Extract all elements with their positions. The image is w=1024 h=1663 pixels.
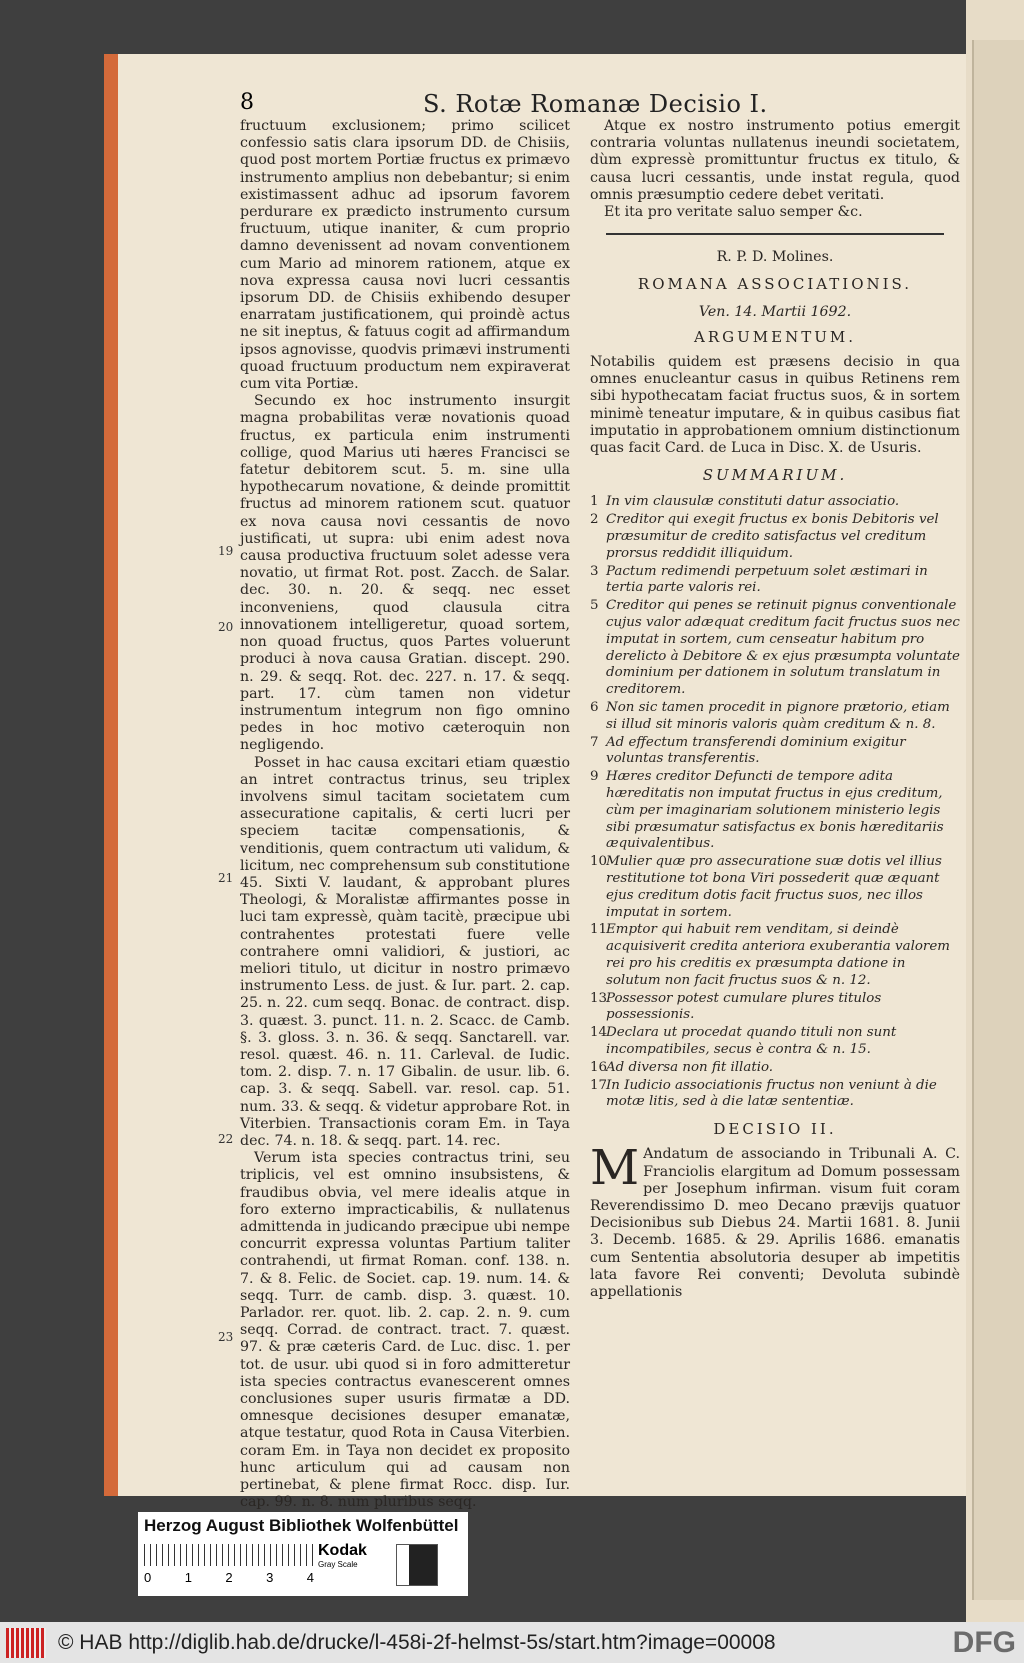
summarium-number: 2: [590, 512, 599, 528]
left-paragraph: Secundo ex hoc instrumento insurgit magna probabilitas veræ novationis quoad fructus, ex particula enim instrumenti collige, quod Marius uti hæres Francisci se fatetur debitorem scut. 5. m. sine ulla hypothecarum novatione, & deinde promittit fructus ad minorem rationem scut. quatuor ex nova causa novi cessantis de novo justificati, ut supra: ubi enim adest nova causa productiva fructuum solet adesse vera novatio, ut firmat Rot. post. Zacch. de Salar. dec. 30. n. 20. & seqq. nec esset inconveniens, quod clausula citra innovationem intelligeretur, quoad sortem, non quoad fructus, quos Partes voluerunt produci à nova causa Gratian. discept. 290. n. 29. & seqq. Rot. dec. 227. n. 17. & seqq. part. 17. cùm tamen non videtur instrumentum integrum non figo omnino pedes in hoc motivo cæteroquin non negligendo.: [240, 393, 570, 754]
section-rule: [606, 233, 944, 235]
summarium-item: [590, 735, 960, 769]
right-column: [590, 118, 960, 1301]
source-url[interactable]: © HAB http://diglib.hab.de/drucke/l-458i-2f-helmst-5s/start.htm?image=00008: [58, 1630, 776, 1654]
summarium-text: Pactum redimendi perpetuum solet æstimari in tertia parte valoris rei.: [606, 563, 928, 596]
summarium-item: [590, 494, 960, 511]
summarium-number: 13: [590, 990, 608, 1006]
ruler-number: 2: [225, 1570, 233, 1585]
library-name: Herzog August Bibliothek Wolfenbüttel: [144, 1516, 459, 1535]
summarium-text: Creditor qui exegit fructus ex bonis Debitoris vel præsumitur de credito satisfactus vel creditum prorsus reddidit illiquidum.: [606, 512, 939, 561]
left-column: [240, 118, 570, 1511]
summarium-text: Ad diversa non fit illatio.: [606, 1059, 774, 1075]
summarium-text: Non sic tamen procedit in pignore prætorio, etiam si illud sit minoris valoris quàm creditum & n. 8.: [606, 700, 950, 732]
summarium-item: [590, 1060, 960, 1077]
summarium-number: 14: [590, 1025, 608, 1041]
argumentum-heading: ARGUMENTUM.: [694, 327, 856, 346]
dfg-logo: DFG: [952, 1625, 1016, 1659]
document-page: [104, 54, 966, 1511]
scale-ruler: [144, 1544, 314, 1566]
judge-name: R. P. D. Molines.: [716, 249, 834, 266]
intro-paragraph: Atque ex nostro instrumento potius emergit contraria voluntas nullatenus ineundi societatem, dùm expressè promittuntur fructus ex titulo, & causa lucri cessantis, unde instat regula, quod omnis præsumptio cedere debet veritati.: [590, 118, 960, 203]
margin-number: 22: [218, 1132, 234, 1146]
gray-scale-patch: [396, 1544, 438, 1586]
argumentum-text: Notabilis quidem est præsens decisio in qua omnes enucleantur casus in quibus Retinens rem sibi hypothecatam faciat fructus suos, & in sortem minimè teneatur imputare, & in quibus casibus fiat imputatio in approbationem omnium distinctionum quas facit Card. de Luca in Disc. X. de Usuris.: [590, 354, 960, 457]
summarium-number: 3: [590, 563, 599, 579]
summarium-number: 1: [590, 494, 599, 510]
left-paragraph: fructuum exclusionem; primo scilicet confessio satis clara ipsorum DD. de Chisiis, quod post mortem Portiæ fructus ex primævo instrumento amplius non debebantur; si enim existimassent adhuc ad ipsorum favorem perdurare ex prædicto instrumento cursum fructuum, utique inaniter, & cum proprio damno devenissent ad novam conventionem cum Mario ad minorem rationem, atque ex nova expressa causa novi lucri cessantis ipsorum DD. de Chisiis exhibendo desuper enarratam justificationem, qui proindè actus ne sit ineptus, & fatuus cogit ad affirmandum ipsos agnovisse, quodvis primævi instrumenti quoad fructuum productum nem expiraverat cum vita Portiæ.: [240, 118, 570, 393]
summarium-item: [590, 700, 960, 734]
ruler-numbers: [144, 1570, 314, 1585]
page-number: 8: [240, 90, 254, 115]
summarium-heading: SUMMARIUM.: [702, 466, 848, 485]
summarium-number: 10: [590, 854, 608, 870]
margin-number: 20: [218, 620, 234, 634]
summarium-number: 17: [590, 1077, 608, 1093]
summarium-text: Creditor qui penes se retinuit pignus conventionale cujus valor adæquat creditum facit fructus suos nec imputat in sortem, cum censeatur habitum pro derelicto à Debitore & ex ejus præsumpta voluntate dominium per dationem in solutum translatum in creditorem.: [606, 598, 960, 698]
summarium-item: [590, 1025, 960, 1059]
left-paragraph: Verum ista species contractus trini, seu triplicis, vel est omnino insubsistens, & fraudibus obvia, vel mere idealis atque in foro externo impracticabilis, & nullatenus admittenda in judicando præcipue ubi nempe concurrit expressa voluntas Partium taliter contrahendi, ut firmat Roman. conf. 138. n. 7. & 8. Felic. de Societ. cap. 19. num. 14. & seqq. Turr. de camb. disp. 3. quæst. 10. Parlador. rer. quot. lib. 2. cap. 2. n. 9. cum seqq. Corrad. de contract. tract. 7. quæst. 97. & præ cæteris Card. de Luc. disc. 1. per tot. de usur. ubi quod si in foro admitteretur ista species contractus evanescerent omnes conclusiones super usuris firmatæ a DD. omnesque decisiones desuper emanatæ, atque testatur, quod Rota in Causa Viterbien. coram Em. in Taya non decidet ex proposito hunc articulum qui ad causam non pertinebat, & plene firmat Rocc. disp. Iur. cap. 99. n. 8. num pluribus seqq.: [240, 1150, 570, 1511]
summarium-text: Declara ut procedat quando tituli non sunt incompatibiles, secus è contra & n. 15.: [606, 1025, 897, 1057]
ruler-number: 4: [306, 1570, 314, 1585]
decision-date: Ven. 14. Martii 1692.: [698, 303, 852, 320]
ruler-number: 0: [144, 1570, 152, 1585]
library-color-card: [138, 1512, 468, 1596]
summarium-list: [590, 494, 960, 1111]
kodak-label: [318, 1542, 367, 1569]
closing-formula: Et ita pro veritate saluo semper &c.: [604, 204, 863, 221]
summarium-item: [590, 564, 960, 598]
summarium-text: Ad effectum transferendi dominium exigitur voluntas transferentis.: [606, 734, 906, 767]
left-paragraph: Posset in hac causa excitari etiam quæstio an intret contractus trinus, seu triplex involvens simul tacitam societatem cum assecuratione capitalis, & certi lucri per speciem tacitæ compensationis, & venditionis, quem contractum uti validum, & licitum, nec comprehensum sub constitutione 45. Sixti V. laudant, & approbant plures Theologi, & Moralistæ affirmantes posse in luci tam expressè, quàm tacitè, præcipue ubi contrahentes protestati fuere velle contrahere omni validiori, & justiori, ac meliori titulo, ut dicitur in nostro primævo instrumento Less. de just. & Iur. part. 2. cap. 25. n. 22. cum seqq. Bonac. de contract. disp. 3. quæst. 3. punct. 11. n. 2. Scacc. de Camb. §. 3. gloss. 3. n. 36. & seqq. Sanctarell. var. resol. quæst. 46. n. 11. Carleval. de Iudic. tom. 2. disp. 7. n. 17 Gibalin. de usur. lib. 6. cap. 3. & seqq. Sabell. var. resol. cap. 51. num. 33. & seqq. & videtur approbare Rot. in Viterbien. Transactionis coram Em. in Taya dec. 74. n. 18. & seqq. part. 14. rec.: [240, 754, 570, 1149]
summarium-item: [590, 991, 960, 1025]
summarium-number: 5: [590, 598, 599, 614]
summarium-text: Mulier quæ pro assecuratione suæ dotis vel illius restitutione tot bona Viri possederit quæ æquant ejus creditum dotis facit fructus suos, nec illos imputat in sortem.: [606, 854, 942, 920]
summarium-item: [590, 598, 960, 699]
kodak-subtitle: Gray Scale: [318, 1560, 358, 1569]
summarium-number: 6: [590, 700, 599, 716]
summarium-text: Hæres creditor Defuncti de tempore adita hæreditatis non imputat fructus in ejus creditum, cùm per imaginariam solutionem ministerio legis sibi præsumatur satisfactus ex bonis hæreditariis æquivalentibus.: [606, 769, 944, 852]
running-head: S. Rotæ Romanæ Decisio I.: [423, 90, 768, 118]
decisio-text: Andatum de associando in Tribunali A. C. Franciolis elargitum ad Domum possessam per Josephum infirman. visum fuit coram Reverendissimo D. meo Decano prævijs quatuor Decisionibus sub Diebus 24. Martii 1681. 8. Junii 3. Decemb. 1685. & 29. Aprilis 1686. emanatis cum Sententia absolutoria desuper ab impetitis lata favore Rei conventi; Devoluta subindè appellationis: [590, 1146, 960, 1300]
summarium-text: Possessor potest cumulare plures titulos possessionis.: [606, 990, 882, 1023]
summarium-number: 9: [590, 769, 599, 785]
summarium-item: [590, 854, 960, 921]
summarium-text: In vim clausulæ constituti datur associatio.: [606, 494, 900, 510]
case-title: ROMANA ASSOCIATIONIS.: [637, 275, 913, 294]
margin-number: 19: [218, 544, 234, 558]
summarium-text: In Iudicio associationis fructus non veniunt à die motæ litis, sed à die latæ sententiæ.: [606, 1077, 937, 1110]
ruler-number: 3: [266, 1570, 274, 1585]
hab-logo-icon: [6, 1628, 46, 1658]
margin-number: 23: [218, 1330, 234, 1344]
summarium-number: 11: [590, 922, 608, 938]
summarium-item: [590, 922, 960, 989]
viewer-footer: [0, 1622, 1024, 1663]
adjacent-page-edge-inner: [972, 40, 1024, 1600]
ruler-number: 1: [184, 1570, 192, 1585]
decisio-heading: DECISIO II.: [713, 1120, 837, 1139]
drop-cap: M: [590, 1140, 640, 1197]
summarium-item: [590, 512, 960, 562]
summarium-item: [590, 769, 960, 853]
kodak-brand: Kodak: [318, 1542, 367, 1559]
summarium-item: [590, 1078, 960, 1112]
summarium-number: 16: [590, 1059, 608, 1075]
summarium-text: Emptor qui habuit rem venditam, si deindè acquisiverit credita anteriora exuberantia valorem rei pro his creditis ex præsumpta datione in solutum non facit fructus suos & n. 12.: [606, 922, 950, 988]
margin-number: 21: [218, 871, 234, 885]
summarium-number: 7: [590, 734, 599, 750]
